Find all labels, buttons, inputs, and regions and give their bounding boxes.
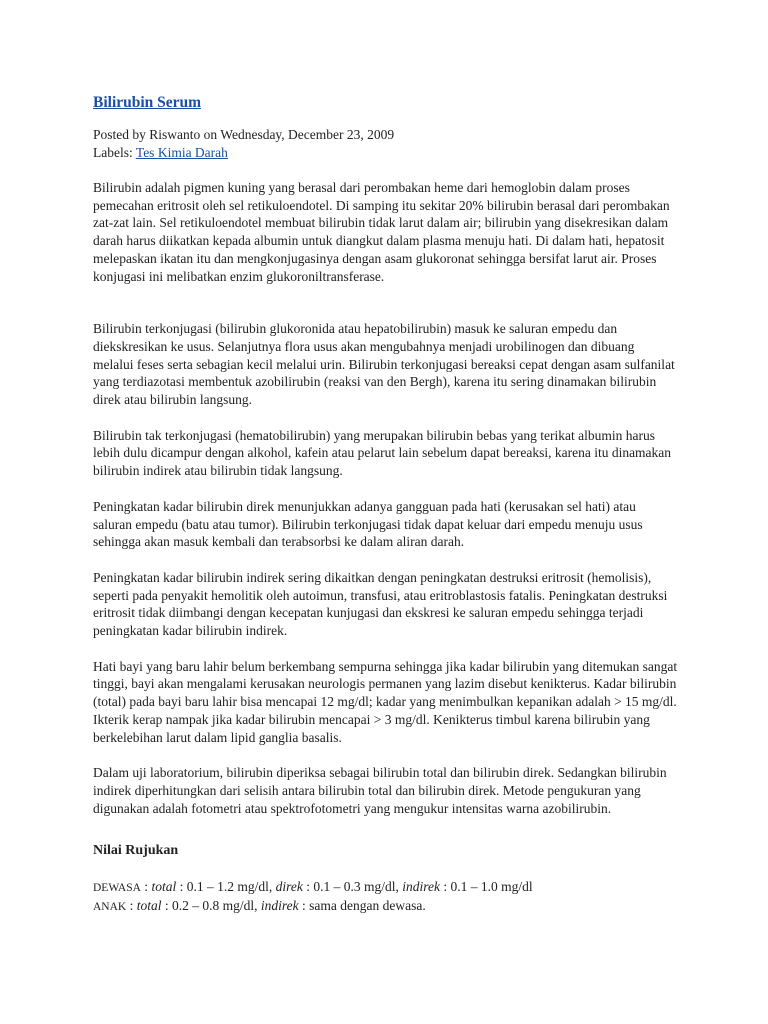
paragraph: Bilirubin terkonjugasi (bilirubin glukoronida atau hepatobilirubin) masuk ke saluran empedu dan diekskresikan ke usus. Selanjutnya flora usus akan mengubahnya menjadi urobilinogen dan dibuang melalui feses serta sebagian kecil melalui urin. Bilirubin terkonjugasi bereaksi cepat dengan asam sulfanilat yang terdiazotasi membentuk azobilirubin (reaksi van den Bergh), karena itu sering dinamakan bilirubin direk atau bilirubin langsung. [93, 321, 675, 408]
total-value: : 0.1 – 1.2 mg/dl, [176, 879, 276, 895]
post-meta [93, 126, 678, 162]
reference-separator: : [140, 879, 152, 895]
reference-group: DEWASA [93, 882, 141, 895]
direk-value: : 0.1 – 0.3 mg/dl, [302, 879, 403, 895]
paragraph: Peningkatan kadar bilirubin indirek sering dikaitkan dengan peningkatan destruksi eritrosit (hemolisis), seperti pada penyakit hemolitik oleh autoimun, transfusi, atau eritroblastosis fatalis. Peningkatan destruksi eritrosit tidak diimbangi dengan kecepatan kunjugasi dan ekskresi ke saluran empedu sehingga terjadi peningkatan kadar bilirubin indirek. [93, 569, 668, 639]
post-author: Riswanto [149, 127, 201, 142]
total-label: total [151, 879, 177, 895]
post-byline [93, 126, 678, 144]
paragraph: Dalam uji laboratorium, bilirubin diperiksa sebagai bilirubin total dan bilirubin direk. Sedangkan bilirubin indirek diperhitungkan dari selisih antara bilirubin total dan bilirubin direk. Metode pengukuran yang digunakan adalah fotometri atau spektrofotometri yang mengukur intensitas warna azobilirubin. [93, 765, 667, 816]
reference-heading: Nilai Rujukan [93, 843, 179, 859]
paragraph: Bilirubin adalah pigmen kuning yang berasal dari perombakan heme dari hemoglobin dalam proses pemecahan eritrosit oleh sel retikuloendotel. Di samping itu sekitar 20% bilirubin berasal dari perombakan zat-zat lain. Sel retikuloendotel membuat bilirubin tidak larut dalam air; bilirubin yang disekresikan dalam darah harus diikatkan kepada albumin untuk diangkut dalam plasma menuju hati. Di dalam hati, hepatosit melepaskan ikatan itu dan mengkonjugasinya dengan asam glukoronat sehingga bersifat larut air. Proses konjugasi ini melibatkan enzim glukoroniltransferase. [93, 180, 670, 284]
reference-row-adult [93, 878, 678, 897]
labels-prefix: Labels: [93, 145, 133, 160]
post-title[interactable]: Bilirubin Serum [93, 94, 202, 111]
reference-group: ANAK [93, 901, 127, 914]
indirek-label: indirek [402, 879, 440, 895]
total-label: total [136, 898, 162, 914]
paragraph: Peningkatan kadar bilirubin direk menunjukkan adanya gangguan pada hati (kerusakan sel hati) atau saluran empedu (batu atau tumor). Bilirubin terkonjugasi tidak dapat keluar dari empedu menuju usus sehingga akan masuk kembali dan terabsorbsi ke dalam aliran darah. [93, 498, 643, 550]
reference-separator: : [126, 898, 137, 914]
date-prefix: on [203, 127, 218, 142]
label-link[interactable]: Tes Kimia Darah [135, 145, 228, 160]
direk-label: direk [275, 879, 303, 895]
total-value: : 0.2 – 0.8 mg/dl, [161, 898, 261, 914]
post-date: Wednesday, December 23, 2009 [220, 127, 395, 142]
post-labels [93, 144, 678, 162]
paragraph: Hati bayi yang baru lahir belum berkembang sempurna sehingga jika kadar bilirubin yang ditemukan sangat tinggi, bayi akan mengalami kerusakan neurologis permanen yang lazim disebut kenikterus. Kadar bilirubin (total) pada bayi baru lahir bisa mencapai 12 mg/dl; kadar yang menimbulkan kepanikan adalah > 15 mg/dl. Ikterik kerap nampak jika kadar bilirubin mencapai > 3 mg/dl. Kenikterus timbul karena bilirubin yang berkelebihan larut dalam lipid ganglia basalis. [93, 658, 678, 745]
indirek-label: indirek [260, 898, 299, 914]
posted-by-prefix: Posted by [93, 127, 146, 142]
indirek-value: : sama dengan dewasa. [298, 898, 426, 914]
indirek-value: : 0.1 – 1.0 mg/dl [439, 879, 533, 895]
reference-row-child [93, 897, 678, 916]
blog-post [93, 92, 678, 916]
paragraph: Bilirubin tak terkonjugasi (hematobilirubin) yang merupakan bilirubin bebas yang terikat albumin harus lebih dulu dicampur dengan alkohol, kafein atau pelarut lain sebelum dapat bereaksi, karena itu dinamakan bilirubin indirek atau bilirubin tidak langsung. [93, 427, 672, 479]
